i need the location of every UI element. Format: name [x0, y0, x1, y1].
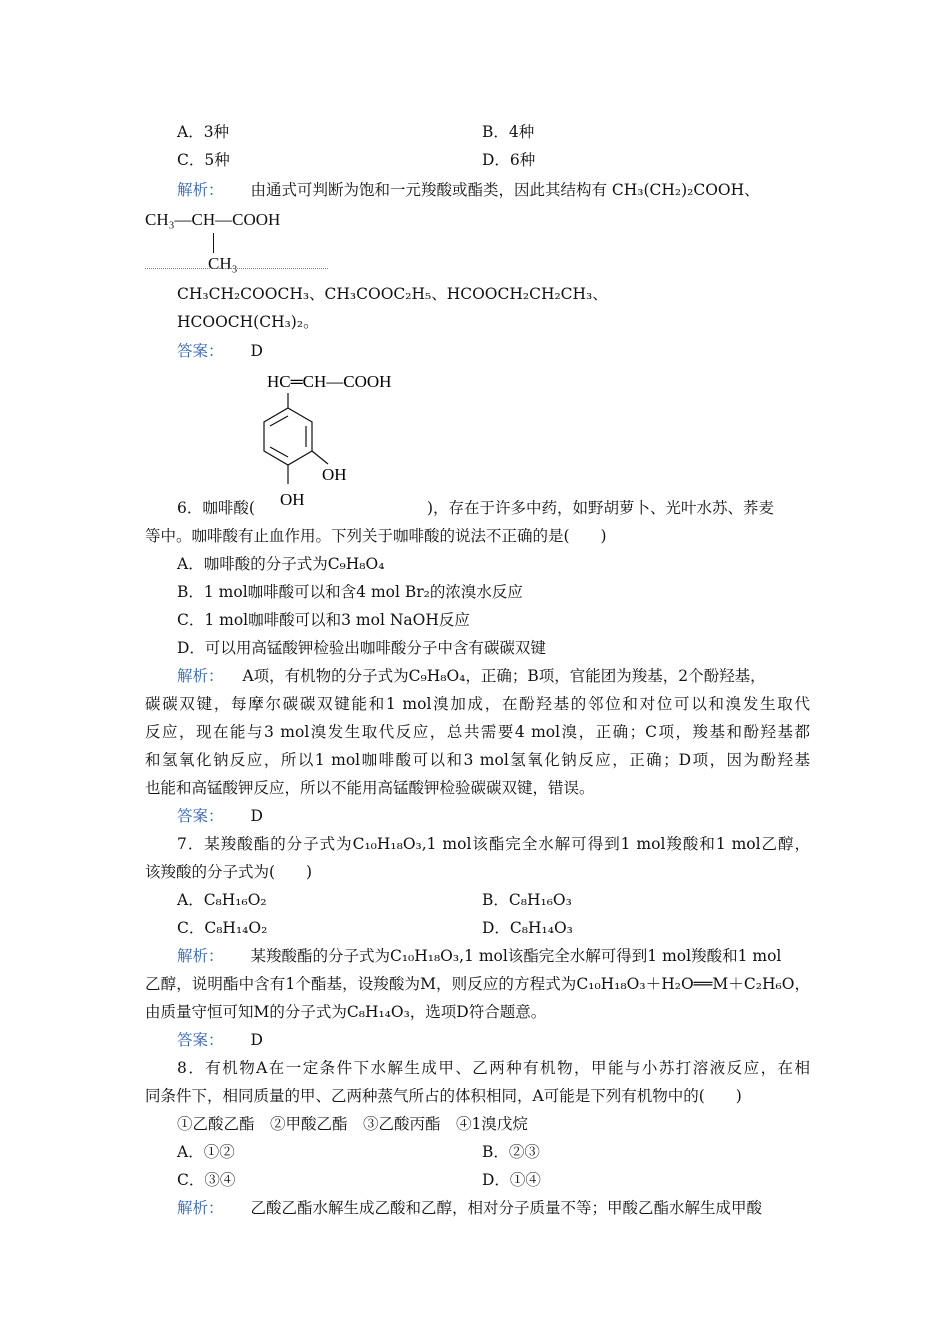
structure-main-chain: CH₃—CH—COOH	[145, 210, 281, 229]
q5-ester-list-2: HCOOCH(CH₃)₂。	[177, 313, 319, 331]
analysis-label: 解析：	[177, 181, 224, 199]
q7-stem-line1: 7．某羧酸酯的分子式为C₁₀H₁₈O₃,1 mol该酯完全水解可得到1 mol羧酸和1 mol乙醇，	[177, 835, 810, 853]
q7-analysis-line2: 乙醇，说明酯中含有1个酯基，设羧酸为M，则反应的方程式为C₁₀H₁₈O₃＋H₂O══M＋C₂H₆O，	[145, 975, 810, 993]
q8-items: ①乙酸乙酯 ②甲酸乙酯 ③乙酸丙酯 ④1溴戊烷	[177, 1115, 528, 1133]
analysis-label: 解析：	[177, 1199, 224, 1217]
q6-stem-line2: 等中。咖啡酸有止血作用。下列关于咖啡酸的说法不正确的是( )	[145, 527, 607, 545]
q5-answer	[177, 341, 263, 361]
q8-option-a: A．①②	[177, 1143, 235, 1161]
q7-option-c: C．C₈H₁₄O₂	[177, 919, 268, 937]
q6-analysis-line3: 反应，现在能与3 mol溴发生取代反应，总共需要4 mol溴，正确；C项，羧基和酚羟基都	[145, 723, 810, 741]
q6-answer	[177, 806, 263, 826]
isobutyric-acid-structure	[145, 210, 280, 230]
q7-option-d: D．C₈H₁₄O₃	[482, 919, 573, 937]
answer-label: 答案：	[177, 342, 224, 360]
q7-analysis-line3: 由质量守恒可知M的分子式为C₈H₁₄O₃，选项D符合题意。	[145, 1003, 547, 1021]
hydroxyl-group: OH	[280, 490, 305, 509]
structure-branch: CH₃	[208, 254, 238, 273]
q8-stem-line2: 同条件下，相同质量的甲、乙两种蒸气所占的体积相同，A可能是下列有机物中的( )	[145, 1087, 742, 1105]
q5-option-b: B．4种	[482, 123, 535, 141]
q6-stem-start: 6．咖啡酸(	[177, 499, 255, 517]
answer-label: 答案：	[177, 1031, 224, 1049]
q7-analysis-line1	[177, 946, 781, 966]
dotted-divider	[145, 268, 328, 269]
q8-stem-line1: 8．有机物A在一定条件下水解生成甲、乙两种有机物，甲能与小苏打溶液反应，在相	[177, 1059, 810, 1077]
q5-analysis-line1	[177, 180, 760, 200]
q8-option-d: D．①④	[482, 1171, 541, 1189]
q7-stem-line2: 该羧酸的分子式为( )	[145, 863, 313, 881]
answer-label: 答案：	[177, 807, 224, 825]
answer-value: D	[250, 1031, 263, 1049]
q5-option-d: D．6种	[482, 151, 536, 169]
analysis-label: 解析：	[177, 667, 224, 685]
q6-analysis-line5: 也能和高锰酸钾反应，所以不能用高锰酸钾检验碳碳双键，错误。	[145, 779, 595, 797]
q7-option-b: B．C₈H₁₆O₃	[482, 891, 572, 909]
q8-analysis-text: 乙酸乙酯水解生成乙酸和乙醇，相对分子质量不等；甲酸乙酯水解生成甲酸	[250, 1199, 762, 1217]
q6-analysis-line2: 碳碳双键，每摩尔碳碳双键能和1 mol溴加成，在酚羟基的邻位和对位可以和溴发生取代	[145, 695, 810, 713]
hydroxyl-group: OH	[322, 465, 347, 484]
q5-option-a: A．3种	[177, 123, 230, 141]
q6-option-c: C．1 mol咖啡酸可以和3 mol NaOH反应	[177, 611, 470, 629]
structure-bond	[213, 233, 214, 253]
q5-ester-list-1: CH₃CH₂COOCH₃、CH₃COOC₂H₅、HCOOCH₂CH₂CH₃、	[177, 285, 608, 303]
q8-option-c: C．③④	[177, 1171, 236, 1189]
structure-bond	[312, 451, 328, 464]
q6-analysis-text: A项，有机物的分子式为C₉H₈O₄，正确；B项，官能团为羧基，2个酚羟基，	[242, 667, 766, 685]
q7-option-a: A．C₈H₁₆O₂	[177, 891, 267, 909]
q7-answer	[177, 1030, 263, 1050]
q6-option-a: A．咖啡酸的分子式为C₉H₈O₄	[177, 555, 385, 573]
q8-analysis-line1	[177, 1198, 762, 1218]
q8-option-b: B．②③	[482, 1143, 540, 1161]
q7-analysis-text: 某羧酸酯的分子式为C₁₀H₁₈O₃,1 mol该酯完全水解可得到1 mol羧酸和1 mol	[250, 947, 782, 965]
q6-option-b: B．1 mol咖啡酸可以和含4 mol Br₂的浓溴水反应	[177, 583, 523, 601]
analysis-label: 解析：	[177, 947, 224, 965]
caffeic-acid-structure	[250, 360, 430, 520]
answer-value: D	[250, 807, 263, 825]
q5-analysis-text: 由通式可判断为饱和一元羧酸或酯类，因此其结构有 CH₃(CH₂)₂COOH、	[250, 181, 760, 199]
q5-option-c: C．5种	[177, 151, 230, 169]
q6-stem-end: )，存在于许多中药，如野胡萝卜、光叶水苏、荞麦	[427, 499, 775, 517]
q6-analysis-line1	[177, 666, 766, 686]
structure-side-chain: HC═CH—COOH	[267, 372, 392, 391]
q6-analysis-line4: 和氢氧化钠反应，所以1 mol咖啡酸可以和3 mol氢氧化钠反应，正确；D项，因为酚羟基	[145, 751, 810, 769]
q6-option-d: D．可以用高锰酸钾检验出咖啡酸分子中含有碳碳双键	[177, 639, 546, 657]
answer-value: D	[250, 342, 263, 360]
